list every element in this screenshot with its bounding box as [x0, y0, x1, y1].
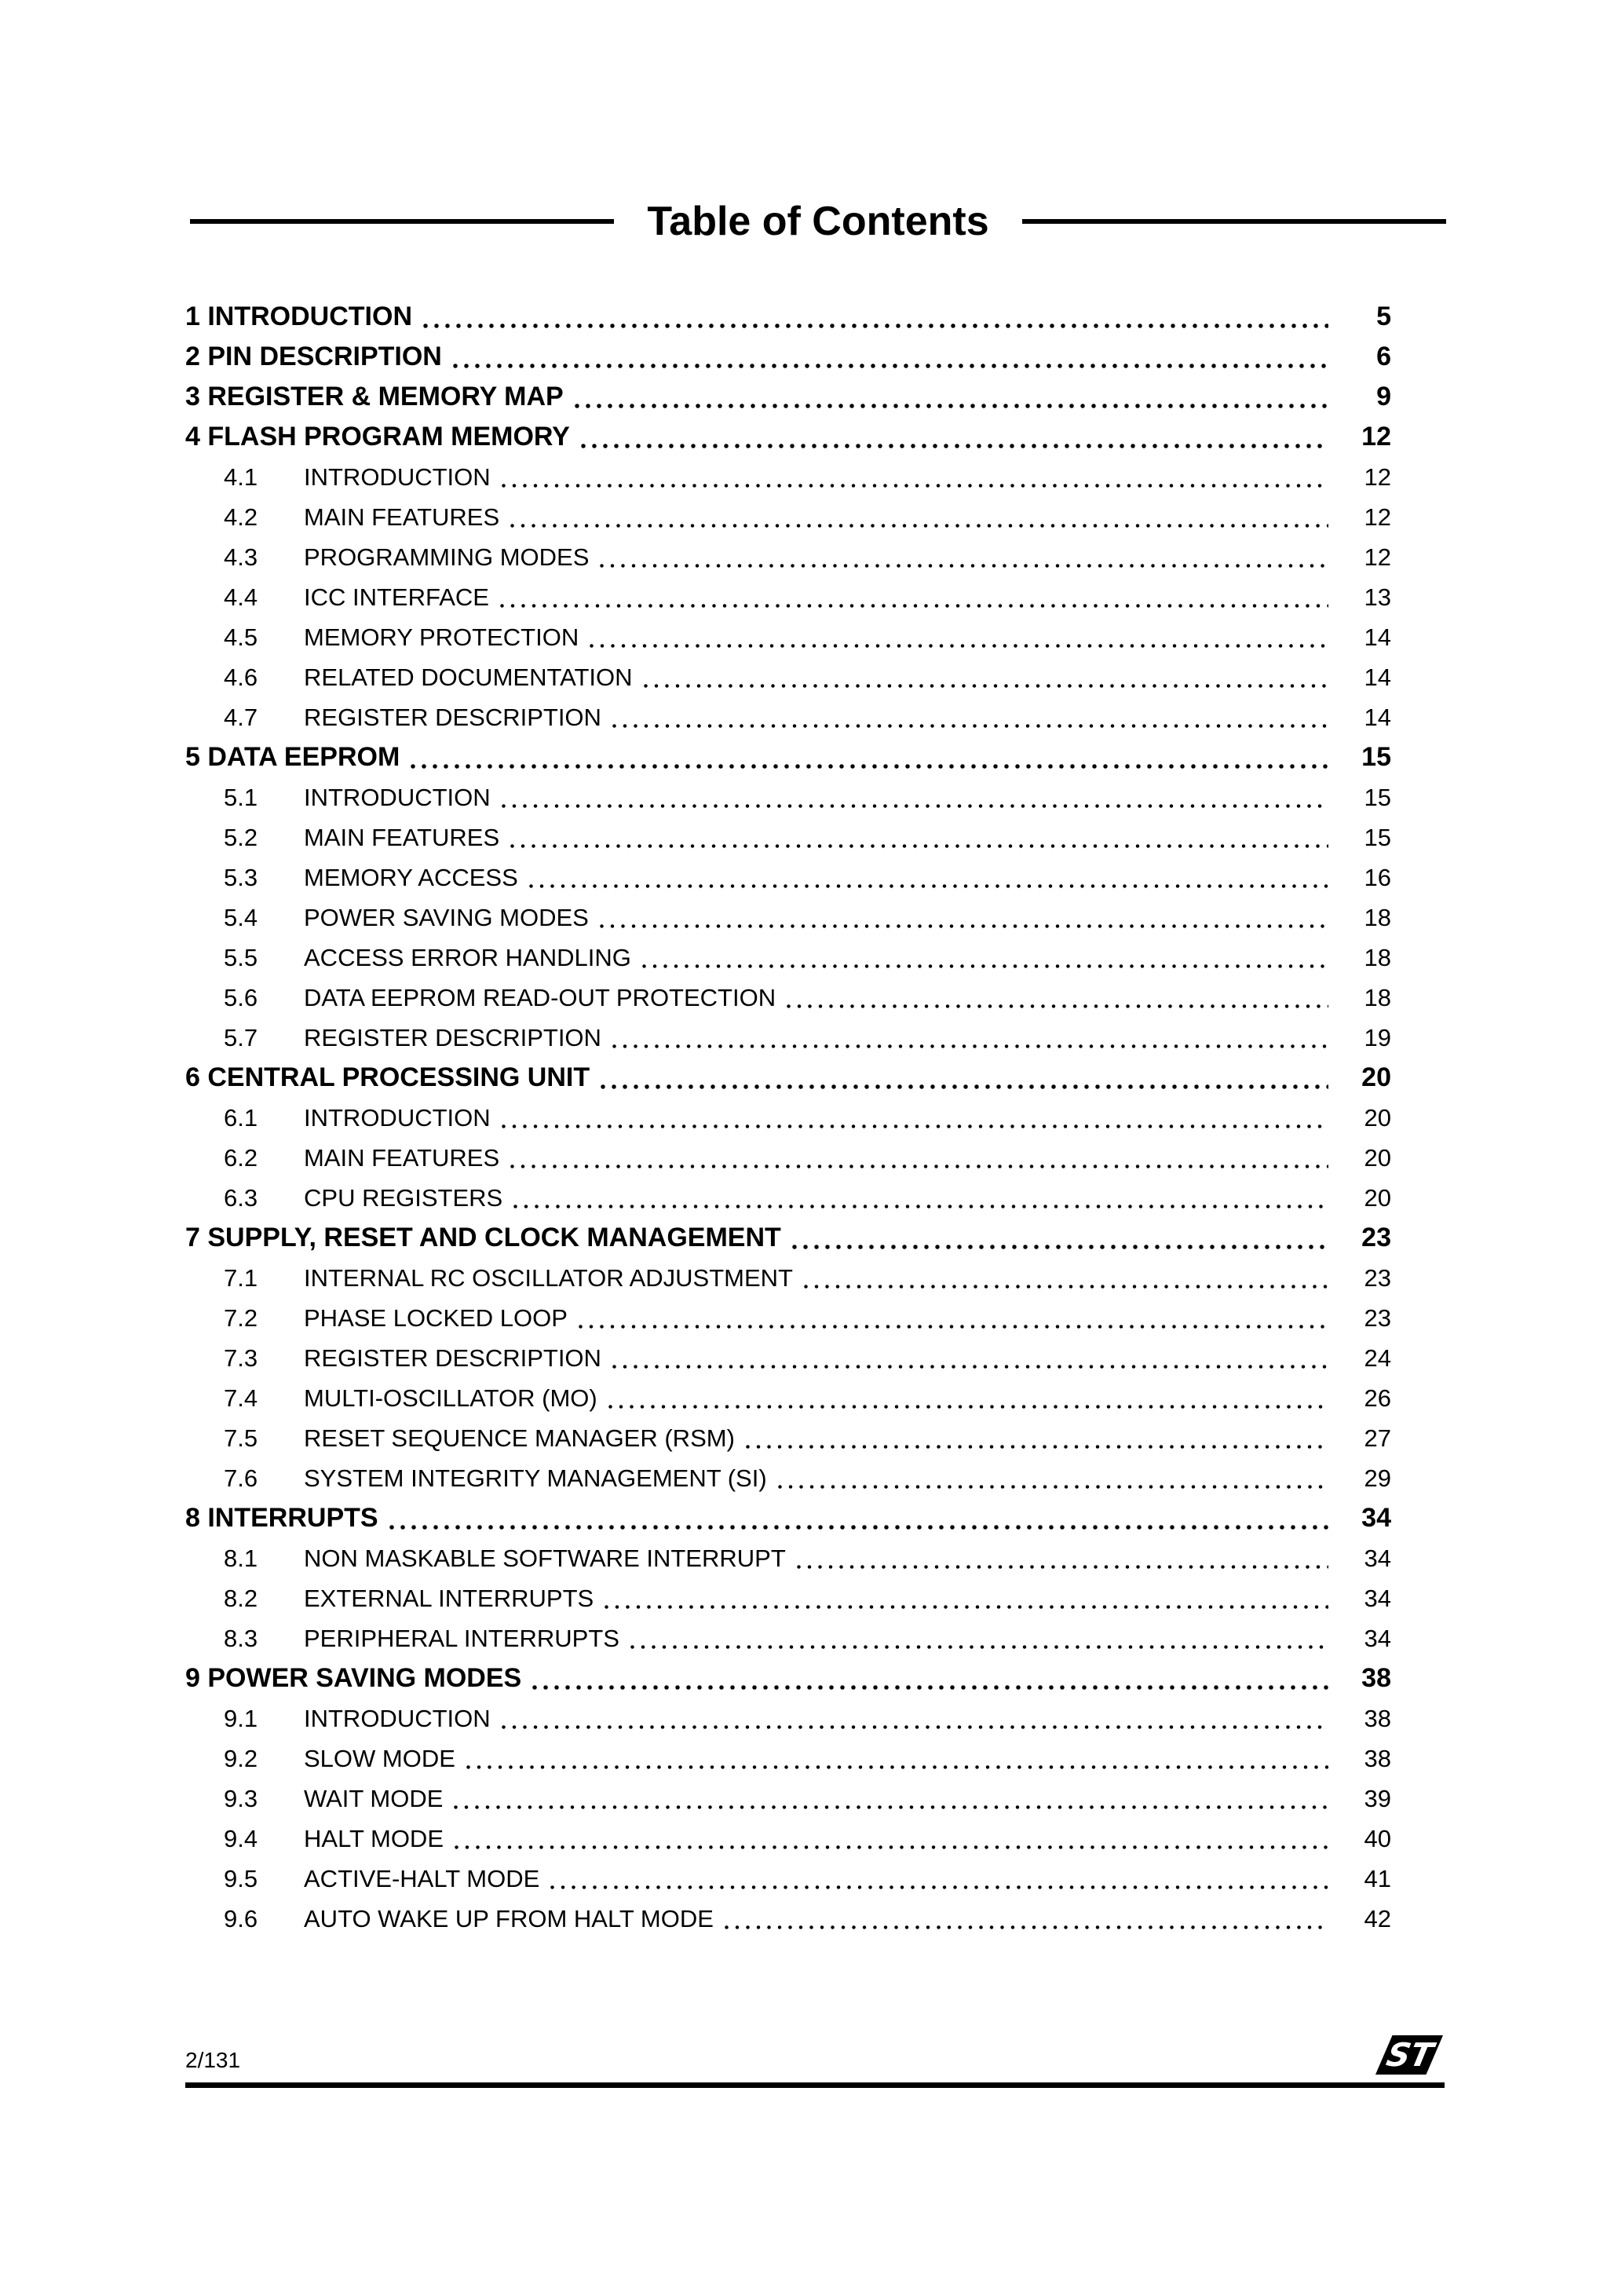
- dot-leader: [502, 804, 1328, 808]
- toc-entry-title: PERIPHERAL INTERRUPTS: [304, 1624, 619, 1652]
- toc-entry[interactable]: [185, 697, 1391, 737]
- dot-leader: [389, 1525, 1328, 1530]
- toc-entry-page: 14: [1364, 663, 1391, 691]
- toc-entry-title: RESET SEQUENCE MANAGER (RSM): [304, 1424, 735, 1452]
- toc-entry-number: 5.2: [224, 823, 258, 851]
- toc-entry[interactable]: [185, 857, 1391, 898]
- toc-entry-title: RELATED DOCUMENTATION: [304, 663, 633, 691]
- dot-leader: [630, 1645, 1328, 1649]
- toc-entry[interactable]: [185, 1498, 1391, 1538]
- dot-leader: [787, 1004, 1328, 1008]
- page-header: [190, 199, 1446, 243]
- toc-entry-number: 5.1: [224, 783, 258, 811]
- toc-entry-title: ACCESS ERROR HANDLING: [304, 943, 631, 971]
- toc-entry[interactable]: [185, 938, 1391, 978]
- dot-leader: [804, 1285, 1328, 1289]
- dot-leader: [612, 1365, 1328, 1369]
- toc-entry-page: 41: [1364, 1864, 1391, 1892]
- dot-leader: [601, 1084, 1328, 1089]
- toc-entry[interactable]: [185, 1418, 1391, 1458]
- dot-leader: [600, 924, 1328, 928]
- toc-entry[interactable]: [185, 1338, 1391, 1378]
- toc-entry[interactable]: [185, 1298, 1391, 1338]
- dot-leader: [612, 1044, 1328, 1048]
- toc-entry-page: 42: [1364, 1904, 1391, 1932]
- dot-leader: [797, 1565, 1328, 1569]
- toc-entry[interactable]: [185, 1058, 1391, 1098]
- dot-leader: [453, 364, 1328, 368]
- dot-leader: [792, 1245, 1328, 1249]
- toc-entry-title: WAIT MODE: [304, 1784, 444, 1812]
- toc-entry-number: 6.3: [224, 1183, 258, 1212]
- toc-entry-number: 5.3: [224, 863, 258, 891]
- toc-entry-number: 6.2: [224, 1143, 258, 1172]
- dot-leader: [502, 1124, 1328, 1128]
- toc-entry-number: 4.2: [224, 503, 258, 531]
- toc-entry-title: INTERNAL RC OSCILLATOR ADJUSTMENT: [304, 1263, 793, 1292]
- dot-leader: [510, 844, 1328, 848]
- toc-entry[interactable]: [185, 1618, 1391, 1658]
- toc-entry-page: 15: [1364, 783, 1391, 811]
- toc-entry-title: MAIN FEATURES: [304, 1143, 500, 1172]
- toc-entry-page: 38: [1364, 1704, 1391, 1732]
- toc-entry[interactable]: [185, 817, 1391, 857]
- dot-leader: [575, 404, 1328, 408]
- dot-leader: [411, 764, 1328, 769]
- toc-entry-number: 7.3: [224, 1344, 258, 1372]
- toc-entry-page: 15: [1364, 823, 1391, 851]
- dot-leader: [608, 1405, 1328, 1409]
- st-logo: [1375, 2035, 1443, 2078]
- st-logo-icon: [1375, 2035, 1443, 2078]
- toc-entry-title: EXTERNAL INTERRUPTS: [304, 1584, 594, 1612]
- toc-entry-page: 34: [1364, 1584, 1391, 1612]
- page-title: Table of Contents: [647, 199, 989, 244]
- toc-entry-title: 9 POWER SAVING MODES: [185, 1663, 522, 1693]
- toc-entry-page: 15: [1361, 742, 1391, 772]
- toc-entry-title: ICC INTERFACE: [304, 583, 489, 611]
- toc-entry[interactable]: [185, 1899, 1391, 1939]
- toc-entry[interactable]: [185, 337, 1391, 377]
- toc-entry[interactable]: [185, 1178, 1391, 1218]
- toc-entry-page: 5: [1376, 302, 1391, 331]
- toc-entry-page: 18: [1364, 943, 1391, 971]
- toc-entry-page: 34: [1364, 1624, 1391, 1652]
- toc-entry-title: MAIN FEATURES: [304, 503, 500, 531]
- toc-entry-title: 5 DATA EEPROM: [185, 742, 400, 772]
- toc-entry[interactable]: [185, 1738, 1391, 1779]
- toc-entry[interactable]: [185, 1218, 1391, 1258]
- dot-leader: [612, 724, 1328, 728]
- toc-entry-number: 8.2: [224, 1584, 258, 1612]
- toc-entry-number: 7.2: [224, 1303, 258, 1332]
- toc-entry-title: HALT MODE: [304, 1824, 444, 1852]
- toc-entry[interactable]: [185, 657, 1391, 697]
- toc-entry-title: MEMORY ACCESS: [304, 863, 518, 891]
- dot-leader: [778, 1485, 1328, 1489]
- dot-leader: [510, 1164, 1328, 1168]
- dot-leader: [513, 1205, 1328, 1208]
- toc-entry[interactable]: [185, 1258, 1391, 1298]
- toc-entry-page: 20: [1364, 1143, 1391, 1172]
- toc-entry-number: 8.3: [224, 1624, 258, 1652]
- toc-entry[interactable]: [185, 1658, 1391, 1698]
- toc-entry-page: 19: [1364, 1023, 1391, 1051]
- toc-entry[interactable]: [185, 417, 1391, 457]
- header-rule-right: [1022, 219, 1446, 224]
- dot-leader: [605, 1605, 1328, 1609]
- toc-entry-title: 4 FLASH PROGRAM MEMORY: [185, 422, 570, 452]
- toc-entry-title: NON MASKABLE SOFTWARE INTERRUPT: [304, 1544, 786, 1572]
- toc-entry-page: 20: [1364, 1103, 1391, 1132]
- toc-entry-page: 39: [1364, 1784, 1391, 1812]
- toc-entry[interactable]: [185, 537, 1391, 577]
- toc-entry-page: 9: [1376, 382, 1391, 411]
- footer-rule: [185, 2082, 1445, 2088]
- toc-entry[interactable]: [185, 737, 1391, 777]
- toc-entry-title: DATA EEPROM READ-OUT PROTECTION: [304, 983, 776, 1011]
- toc-entry-number: 9.5: [224, 1864, 258, 1892]
- dot-leader: [510, 524, 1328, 528]
- toc-entry-page: 18: [1364, 983, 1391, 1011]
- toc-entry-number: 4.1: [224, 462, 258, 491]
- toc-entry-number: 5.5: [224, 943, 258, 971]
- toc-entry[interactable]: [185, 377, 1391, 417]
- header-rule-left: [190, 219, 614, 224]
- footer-page-indicator: 2/131: [185, 2048, 241, 2072]
- toc-entry-number: 5.6: [224, 983, 258, 1011]
- toc-entry-number: 4.3: [224, 543, 258, 571]
- toc-entry-title: AUTO WAKE UP FROM HALT MODE: [304, 1904, 714, 1932]
- toc-entry-number: 4.5: [224, 623, 258, 651]
- dot-leader: [455, 1845, 1328, 1849]
- toc-entry-title: INTRODUCTION: [304, 1103, 491, 1132]
- toc-entry-title: SYSTEM INTEGRITY MANAGEMENT (SI): [304, 1464, 767, 1492]
- dot-leader: [581, 444, 1328, 448]
- toc-entry[interactable]: [185, 457, 1391, 497]
- dot-leader: [550, 1885, 1328, 1889]
- toc-entry-page: 34: [1364, 1544, 1391, 1572]
- toc-entry-title: INTRODUCTION: [304, 783, 491, 811]
- toc-entry-page: 14: [1364, 703, 1391, 731]
- toc-entry-number: 7.1: [224, 1263, 258, 1292]
- toc-entry-title: REGISTER DESCRIPTION: [304, 1023, 601, 1051]
- toc-entry-title: CPU REGISTERS: [304, 1183, 503, 1212]
- toc-list: [185, 297, 1391, 1939]
- dot-leader: [502, 1725, 1328, 1729]
- toc-entry-page: 38: [1364, 1744, 1391, 1772]
- toc-entry-title: 6 CENTRAL PROCESSING UNIT: [185, 1062, 590, 1092]
- toc-entry-number: 5.7: [224, 1023, 258, 1051]
- toc-entry-title: INTRODUCTION: [304, 1704, 491, 1732]
- dot-leader: [746, 1445, 1328, 1449]
- toc-entry-number: 9.2: [224, 1744, 258, 1772]
- toc-entry-number: 8.1: [224, 1544, 258, 1572]
- toc-entry-page: 6: [1376, 342, 1391, 371]
- dot-leader: [600, 564, 1328, 568]
- toc-entry[interactable]: [185, 1378, 1391, 1418]
- toc-entry-page: 20: [1361, 1062, 1391, 1092]
- toc-entry[interactable]: [185, 1779, 1391, 1819]
- dot-leader: [502, 484, 1328, 488]
- toc-entry-title: 2 PIN DESCRIPTION: [185, 342, 442, 371]
- toc-entry[interactable]: [185, 617, 1391, 657]
- dot-leader: [454, 1805, 1328, 1809]
- toc-entry-number: 9.1: [224, 1704, 258, 1732]
- toc-entry[interactable]: [185, 577, 1391, 617]
- toc-entry-page: 20: [1364, 1183, 1391, 1212]
- toc-entry-page: 26: [1364, 1384, 1391, 1412]
- toc-entry[interactable]: [185, 1538, 1391, 1578]
- toc-entry-page: 18: [1364, 903, 1391, 931]
- toc-entry[interactable]: [185, 1098, 1391, 1138]
- toc-entry-page: 23: [1364, 1303, 1391, 1332]
- toc-entry-title: 1 INTRODUCTION: [185, 302, 412, 331]
- toc-entry-title: MEMORY PROTECTION: [304, 623, 579, 651]
- toc-entry-title: MAIN FEATURES: [304, 823, 500, 851]
- toc-entry-number: 9.6: [224, 1904, 258, 1932]
- toc-entry-title: SLOW MODE: [304, 1744, 455, 1772]
- dot-leader: [529, 884, 1328, 888]
- toc-entry[interactable]: [185, 1859, 1391, 1899]
- dot-leader: [579, 1325, 1328, 1329]
- toc-entry-page: 16: [1364, 863, 1391, 891]
- toc-entry[interactable]: [185, 777, 1391, 817]
- dot-leader: [644, 684, 1328, 688]
- dot-leader: [532, 1685, 1328, 1690]
- dot-leader: [500, 604, 1328, 608]
- toc-entry-title: 8 INTERRUPTS: [185, 1503, 378, 1533]
- dot-leader: [590, 644, 1328, 648]
- toc-entry-page: 12: [1361, 422, 1391, 452]
- toc-entry-title: PHASE LOCKED LOOP: [304, 1303, 568, 1332]
- dot-leader: [466, 1765, 1328, 1769]
- toc-entry-page: 12: [1364, 503, 1391, 531]
- dot-leader: [423, 324, 1328, 328]
- toc-entry-page: 40: [1364, 1824, 1391, 1852]
- dot-leader: [642, 964, 1328, 968]
- toc-entry-page: 13: [1364, 583, 1391, 611]
- toc-entry-page: 12: [1364, 462, 1391, 491]
- toc-entry[interactable]: [185, 1698, 1391, 1738]
- toc-entry-number: 9.4: [224, 1824, 258, 1852]
- toc-entry-number: 6.1: [224, 1103, 258, 1132]
- toc-entry-title: 3 REGISTER & MEMORY MAP: [185, 382, 564, 411]
- toc-entry-page: 24: [1364, 1344, 1391, 1372]
- toc-entry[interactable]: [185, 978, 1391, 1018]
- toc-entry[interactable]: [185, 898, 1391, 938]
- toc-entry-number: 7.6: [224, 1464, 258, 1492]
- toc-entry-number: 4.7: [224, 703, 258, 731]
- dot-leader: [725, 1925, 1328, 1929]
- toc-entry-page: 29: [1364, 1464, 1391, 1492]
- toc-entry-page: 27: [1364, 1424, 1391, 1452]
- toc-entry-page: 14: [1364, 623, 1391, 651]
- toc-entry-title: POWER SAVING MODES: [304, 903, 589, 931]
- toc-entry-page: 23: [1361, 1223, 1391, 1252]
- toc-entry-title: 7 SUPPLY, RESET AND CLOCK MANAGEMENT: [185, 1223, 781, 1252]
- toc-entry-title: PROGRAMMING MODES: [304, 543, 590, 571]
- toc-entry-page: 12: [1364, 543, 1391, 571]
- toc-entry-title: REGISTER DESCRIPTION: [304, 1344, 601, 1372]
- toc-entry-page: 23: [1364, 1263, 1391, 1292]
- svg-text:ST: ST: [1383, 2036, 1437, 2074]
- toc-entry-number: 5.4: [224, 903, 258, 931]
- toc-entry-number: 7.4: [224, 1384, 258, 1412]
- toc-entry-title: REGISTER DESCRIPTION: [304, 703, 601, 731]
- toc-entry-number: 4.4: [224, 583, 258, 611]
- toc-entry-number: 7.5: [224, 1424, 258, 1452]
- toc-entry-page: 38: [1361, 1663, 1391, 1693]
- toc-entry-page: 34: [1361, 1503, 1391, 1533]
- toc-entry[interactable]: [185, 1138, 1391, 1178]
- toc-entry[interactable]: [185, 497, 1391, 537]
- toc-entry-title: MULTI-OSCILLATOR (MO): [304, 1384, 597, 1412]
- toc-entry[interactable]: [185, 1458, 1391, 1498]
- toc-entry-number: 9.3: [224, 1784, 258, 1812]
- toc-entry[interactable]: [185, 297, 1391, 337]
- toc-entry-number: 4.6: [224, 663, 258, 691]
- toc-entry[interactable]: [185, 1018, 1391, 1058]
- toc-entry[interactable]: [185, 1819, 1391, 1859]
- toc-entry-title: INTRODUCTION: [304, 462, 491, 491]
- toc-entry[interactable]: [185, 1578, 1391, 1618]
- toc-entry-title: ACTIVE-HALT MODE: [304, 1864, 540, 1892]
